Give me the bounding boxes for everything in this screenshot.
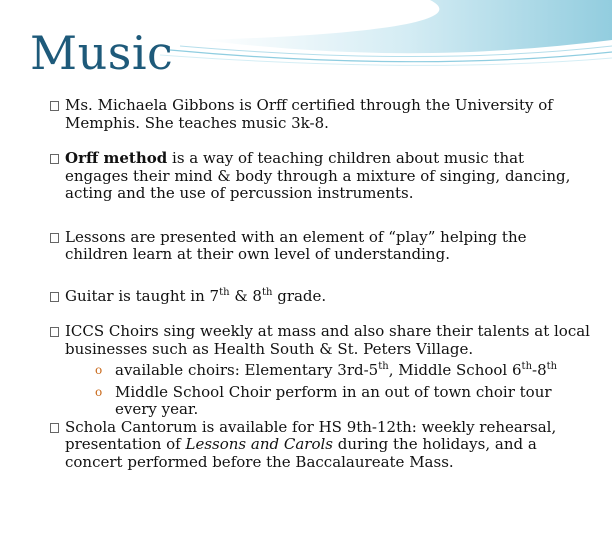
superscript: th [261, 286, 273, 298]
bullet-item [50, 419, 590, 472]
bullet-text: Guitar is taught in 7 [65, 286, 220, 305]
bullet-italic-text: Lessons and Carols [185, 435, 333, 453]
checkbox-bullet-icon [50, 423, 59, 433]
circle-bullet-icon: o [95, 363, 103, 377]
bullet-item [50, 229, 590, 264]
bullet-bold-text: Orff method [65, 149, 168, 167]
sub-bullet-text: -8 [532, 361, 547, 379]
bullet-item [50, 323, 590, 358]
checkbox-bullet-icon [50, 101, 59, 111]
bullet-item [50, 150, 590, 203]
bullet-text: grade. [272, 286, 327, 305]
superscript: th [521, 361, 533, 372]
bullet-text: Lessons are presented with an element of “play” helping the children learn at their own level of understanding. [65, 227, 527, 263]
bullet-item [50, 288, 590, 306]
sub-bullet-item [65, 384, 590, 419]
bullet-text: is a way of teaching children about music that engages their mind & body through a mixture of singing, dancing, acting and the use of percussion instruments. [65, 149, 571, 202]
checkbox-bullet-icon [50, 154, 59, 164]
superscript: th [546, 361, 558, 372]
bullet-text: during the holidays, and a concert performed before the Baccalaureate Mass. [65, 435, 537, 471]
page-title: Music [30, 26, 174, 80]
bullet-list [50, 97, 590, 471]
checkbox-bullet-icon [50, 233, 59, 243]
circle-bullet-icon: o [95, 384, 103, 399]
bullet-text: & 8 [229, 286, 262, 305]
bullet-text: ICCS Choirs sing weekly at mass and also share their talents at local businesses such as Health South & St. Peters Village. [65, 322, 590, 358]
bullet-text: Ms. Michaela Gibbons is Orff certified through the University of Memphis. She teaches music 3k-8. [65, 96, 553, 132]
sub-bullet-item [65, 362, 590, 380]
sub-bullet-text: , Middle School 6 [388, 361, 522, 379]
checkbox-bullet-icon [50, 292, 59, 302]
bullet-text: Schola Cantorum is available for HS 9th-12th: weekly rehearsal, presentation of [65, 417, 557, 453]
sub-bullet-text: Middle School Choir perform in an out of town choir tour every year. [115, 382, 552, 418]
bullet-item [50, 97, 590, 132]
superscript: th [219, 286, 230, 298]
checkbox-bullet-icon [50, 327, 59, 337]
superscript: th [378, 361, 389, 372]
sub-bullet-text: available choirs: Elementary 3rd-5 [115, 361, 379, 379]
